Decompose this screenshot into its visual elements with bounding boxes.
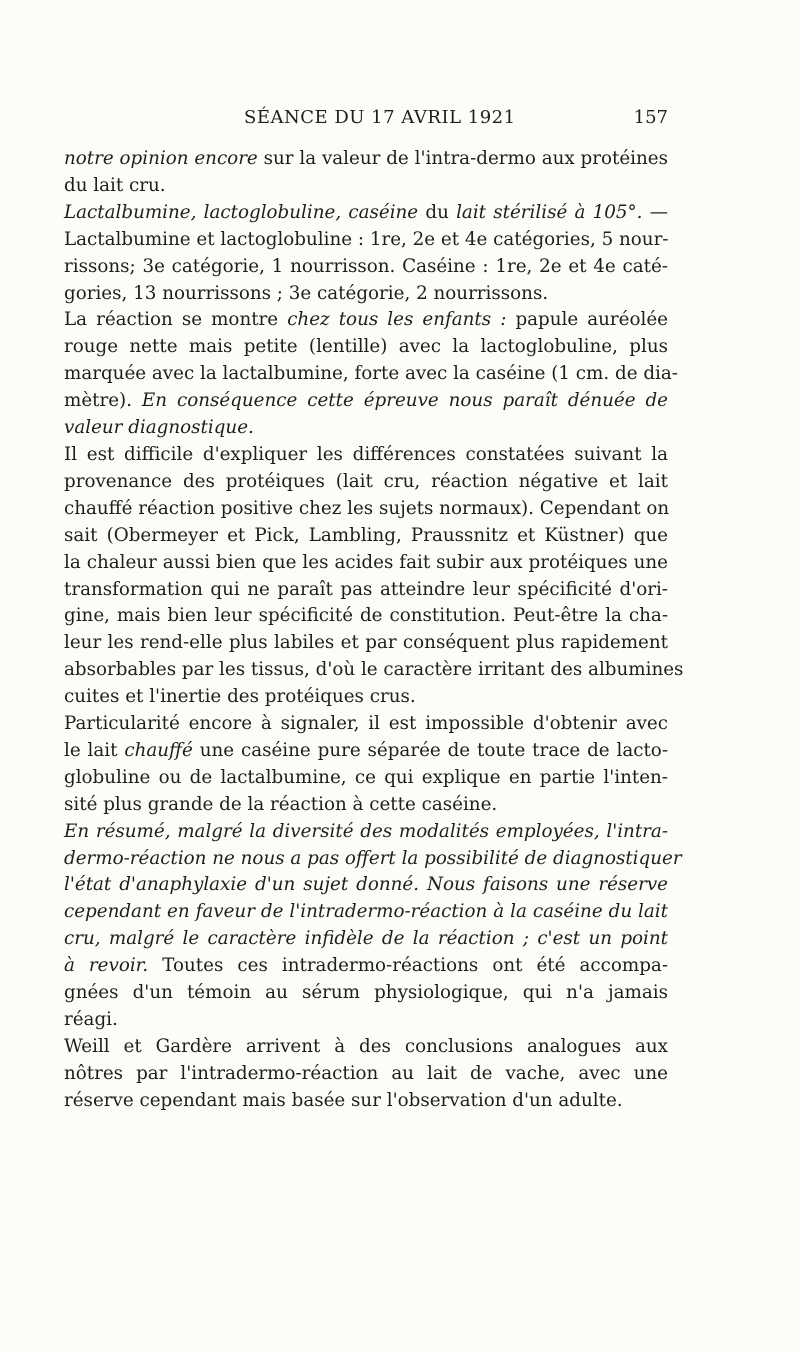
text-line xyxy=(64,1034,668,1061)
body-text xyxy=(64,146,684,1115)
text-line xyxy=(64,496,668,523)
text-segment: sité plus grande de la réaction à cette caséine. xyxy=(64,793,498,815)
text-segment: rouge nette mais petite (lentille) avec la lactoglobuline, plus xyxy=(64,336,668,358)
text-line xyxy=(64,173,668,200)
text-line xyxy=(64,1007,668,1034)
text-segment: leur les rend-elle plus labiles et par conséquent plus rapidement xyxy=(64,632,668,654)
text-segment: Weill et Gardère arrivent à des conclusions analogues aux xyxy=(64,1035,668,1057)
running-title: SÉANCE DU 17 AVRIL 1921 xyxy=(244,107,516,128)
text-segment: sur la valeur de l'intra-dermo aux protéines xyxy=(257,148,668,169)
text-segment: chauffé réaction positive chez les sujets normaux). Cependant on xyxy=(64,497,670,519)
text-line xyxy=(64,899,668,926)
text-line xyxy=(64,146,668,173)
text-segment: provenance des protéiques (lait cru, réaction négative et lait xyxy=(64,470,668,492)
text-segment: Particularité encore à signaler, il est impossible d'obtenir avec xyxy=(64,713,668,735)
text-line xyxy=(64,1088,668,1115)
text-segment: globuline ou de lactalbumine, ce qui explique en partie l'inten- xyxy=(64,766,668,788)
text-line xyxy=(64,819,668,846)
text-line xyxy=(64,846,682,873)
text-segment: cuites et l'inertie des protéiques crus. xyxy=(64,686,416,708)
text-line xyxy=(64,684,668,711)
text-segment: gine, mais bien leur spécificité de constitution. Peut-être la cha- xyxy=(64,605,668,627)
text-segment: absorbables par les tissus, d'où le caractère irritant des albumines xyxy=(64,659,684,681)
text-segment: rissons; 3e catégorie, 1 nourrisson. Caséine : 1re, 2e et 4e caté- xyxy=(64,255,668,277)
page-number: 157 xyxy=(633,107,668,128)
text-line xyxy=(64,577,668,604)
text-line xyxy=(64,926,668,953)
text-line xyxy=(64,765,668,792)
text-segment: gnées d'un témoin au sérum physiologique, qui n'a jamais xyxy=(64,982,668,1004)
text-segment: marquée avec la lactalbumine, forte avec la caséine (1 cm. de dia- xyxy=(64,363,678,385)
text-line xyxy=(64,1061,668,1088)
italic-segment: lait stérilisé à 105°. xyxy=(456,201,643,223)
text-segment: du lait cru. xyxy=(64,174,166,196)
text-segment: réagi. xyxy=(64,1009,118,1030)
text-segment: Toutes ces intradermo-réactions ont été accompa- xyxy=(148,955,668,977)
text-line xyxy=(64,307,668,334)
text-line xyxy=(64,711,668,738)
text-segment: le lait xyxy=(64,739,125,761)
text-segment: nôtres par l'intradermo-réaction au lait de vache, avec une xyxy=(64,1062,668,1084)
text-segment: papule auréolée xyxy=(506,309,668,331)
text-segment: la chaleur aussi bien que les acides fait subir aux protéiques une xyxy=(64,551,668,573)
text-line xyxy=(64,792,668,819)
text-segment: Il est difficile d'expliquer les différences constatées suivant la xyxy=(64,443,668,465)
text-segment: sait (Obermeyer et Pick, Lambling, Praussnitz et Küstner) que xyxy=(64,524,668,546)
italic-segment: cependant en faveur de l'intradermo-réaction à la caséine du lait xyxy=(64,901,668,923)
text-line xyxy=(64,334,668,361)
text-segment: Lactalbumine et lactoglobuline : 1re, 2e et 4e catégories, 5 nour- xyxy=(64,228,669,250)
text-segment: mètre). xyxy=(64,390,142,412)
text-line xyxy=(64,953,668,980)
text-line xyxy=(64,281,668,308)
italic-segment: dermo-réaction ne nous a pas offert la possibilité de diagnostiquer xyxy=(64,847,682,869)
text-line xyxy=(64,442,668,469)
text-segment: du xyxy=(418,201,457,223)
text-segment: La réaction se montre xyxy=(64,309,288,331)
text-line xyxy=(64,200,668,227)
text-line xyxy=(64,523,668,550)
text-line xyxy=(64,388,668,415)
text-segment: — xyxy=(642,201,668,223)
italic-segment: l'état d'anaphylaxie d'un sujet donné. Nous faisons une réserve xyxy=(64,874,668,896)
italic-segment: valeur diagnostique. xyxy=(64,417,254,439)
text-line xyxy=(64,603,668,630)
italic-segment: En résumé, malgré la diversité des modalités employées, l'intra- xyxy=(64,820,668,842)
italic-segment: Lactalbumine, lactoglobuline, caséine xyxy=(64,201,419,223)
text-line xyxy=(64,657,684,684)
text-line xyxy=(64,630,668,657)
text-line xyxy=(64,980,668,1007)
text-segment: réserve cependant mais basée sur l'observation d'un adulte. xyxy=(64,1089,623,1111)
italic-segment: chez tous les enfants : xyxy=(287,309,507,331)
text-line xyxy=(64,415,668,442)
italic-segment: En conséquence cette épreuve nous paraît dénuée de xyxy=(141,390,668,412)
text-line xyxy=(64,738,668,765)
text-segment: une caséine pure séparée de toute trace de lacto- xyxy=(192,739,668,761)
text-line xyxy=(64,872,668,899)
text-line xyxy=(64,469,668,496)
italic-segment: chauffé xyxy=(124,739,193,761)
text-line xyxy=(64,254,668,281)
text-segment: gories, 13 nourrissons ; 3e catégorie, 2 nourrissons. xyxy=(64,282,549,304)
italic-segment: notre opinion encore xyxy=(64,148,258,169)
text-line xyxy=(64,227,668,254)
italic-segment: cru, malgré le caractère infidèle de la réaction ; c'est un point xyxy=(64,928,668,950)
italic-segment: à revoir. xyxy=(64,955,149,977)
text-line xyxy=(64,550,668,577)
text-line xyxy=(64,361,678,388)
page-header xyxy=(64,107,668,137)
text-segment: transformation qui ne paraît pas atteindre leur spécificité d'ori- xyxy=(64,578,668,600)
